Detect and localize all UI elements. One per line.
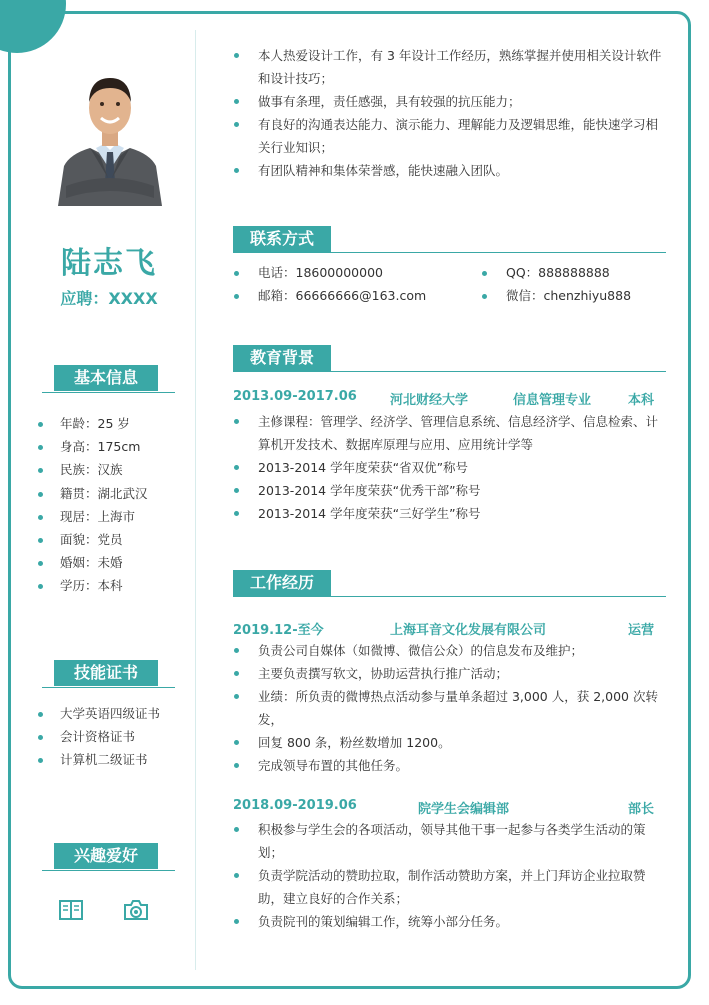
- candidate-name: 陆志飞: [61, 246, 157, 281]
- info-education: 学历：本科: [36, 574, 148, 597]
- basic-info-title: 基本信息: [54, 365, 158, 391]
- camera-icon: [122, 898, 150, 922]
- job-duties-list: [230, 639, 670, 777]
- hobby-icons: [58, 898, 158, 926]
- job-organization: 上海耳音文化发展有限公司: [390, 623, 547, 638]
- job-role: 部长: [628, 802, 655, 817]
- contact-underline: [233, 252, 666, 253]
- contact-header: [233, 226, 666, 256]
- education-underline: [233, 371, 666, 372]
- contact-qq: QQ：888888888: [478, 263, 610, 283]
- skills-underline: [42, 687, 175, 688]
- info-marital-status: 婚姻：未婚: [36, 551, 148, 574]
- contact-phone: 电话：18600000000: [230, 263, 383, 283]
- job-role: 运营: [628, 623, 655, 638]
- info-height: 身高：175cm: [36, 435, 148, 458]
- skill-item: 会计资格证书: [36, 725, 160, 748]
- info-ethnicity: 民族：汉族: [36, 458, 148, 481]
- job-entry-header: [233, 619, 663, 639]
- profile-photo: [50, 58, 170, 206]
- basic-info-header: [42, 365, 175, 395]
- job-organization: 院学生会编辑部: [418, 802, 510, 817]
- job-entry-header: [233, 798, 663, 818]
- job-duty-item: 积极参与学生会的各项活动，领导其他干事一起参与各类学生活动的策划；: [230, 818, 670, 864]
- job-duty-item: 负责公司自媒体（如微博、微信公众）的信息发布及维护；: [230, 639, 670, 662]
- job-period: 2019.12-至今: [233, 623, 324, 638]
- job-duty-item: 负责学院活动的赞助拉取，制作活动赞助方案，并上门拜访企业拉取赞助，建立良好的合作关系；: [230, 864, 670, 910]
- basic-info-list: [36, 412, 148, 598]
- info-hometown: 籍贯：湖北武汉: [36, 482, 148, 505]
- work-title: 工作经历: [233, 570, 331, 596]
- skill-item: 计算机二级证书: [36, 748, 160, 771]
- job-duty-item: 回复 800 条，粉丝数增加 1200。: [230, 731, 670, 754]
- job-duty-item: 负责院刊的策划编辑工作，统筹小部分任务。: [230, 910, 670, 933]
- skills-title: 技能证书: [54, 660, 158, 686]
- summary-list: [230, 44, 670, 182]
- contact-email: 邮箱：66666666@163.com: [230, 286, 426, 306]
- skills-list: [36, 702, 160, 772]
- job-duties-list: [230, 818, 670, 933]
- info-political-status: 面貌：党员: [36, 528, 148, 551]
- job-duty-item: 完成领导布置的其他任务。: [230, 754, 670, 777]
- skills-header: [42, 660, 175, 690]
- education-item: 2013-2014 学年度荣获“优秀干部”称号: [230, 479, 670, 502]
- job-duty-item: 主要负责撰写软文，协助运营执行推广活动；: [230, 662, 670, 685]
- job-duty-item: 业绩：所负责的微博热点活动参与量单条超过 3,000 人，获 2,000 次转发，: [230, 685, 670, 731]
- education-school: 河北财经大学: [390, 393, 469, 408]
- skill-item: 大学英语四级证书: [36, 702, 160, 725]
- job-period: 2018.09-2019.06: [233, 798, 357, 813]
- work-header: [233, 570, 666, 600]
- education-title: 教育背景: [233, 345, 331, 371]
- hobbies-header: [42, 843, 175, 873]
- basic-info-underline: [42, 392, 175, 393]
- book-icon: [58, 898, 84, 922]
- summary-item: 有良好的沟通表达能力、演示能力、理解能力及逻辑思维，能快速学习相关行业知识；: [230, 113, 670, 159]
- education-degree: 本科: [628, 393, 655, 408]
- contact-title: 联系方式: [233, 226, 331, 252]
- column-divider: [195, 30, 196, 970]
- education-list: [230, 410, 670, 525]
- summary-item: 做事有条理，责任感强，具有较强的抗压能力；: [230, 90, 670, 113]
- education-header: [233, 345, 666, 375]
- hobbies-title: 兴趣爱好: [54, 843, 158, 869]
- info-age: 年龄：25 岁: [36, 412, 148, 435]
- contact-wechat: 微信：chenzhiyu888: [478, 286, 631, 306]
- education-major: 信息管理专业: [513, 393, 592, 408]
- summary-item: 有团队精神和集体荣誉感，能快速融入团队。: [230, 159, 670, 182]
- education-entry-header: [233, 389, 663, 409]
- education-item: 主修课程：管理学、经济学、管理信息系统、信息经济学、信息检索、计算机开发技术、数据库原理与应用、应用统计学等: [230, 410, 670, 456]
- applied-position: 应聘：XXXX: [60, 289, 158, 308]
- education-period: 2013.09-2017.06: [233, 389, 357, 404]
- education-item: 2013-2014 学年度荣获“省双优”称号: [230, 456, 670, 479]
- summary-item: 本人热爱设计工作，有 3 年设计工作经历，熟练掌握并使用相关设计软件和设计技巧；: [230, 44, 670, 90]
- education-item: 2013-2014 学年度荣获“三好学生”称号: [230, 502, 670, 525]
- work-underline: [233, 596, 666, 597]
- hobbies-underline: [42, 870, 175, 871]
- info-residence: 现居：上海市: [36, 505, 148, 528]
